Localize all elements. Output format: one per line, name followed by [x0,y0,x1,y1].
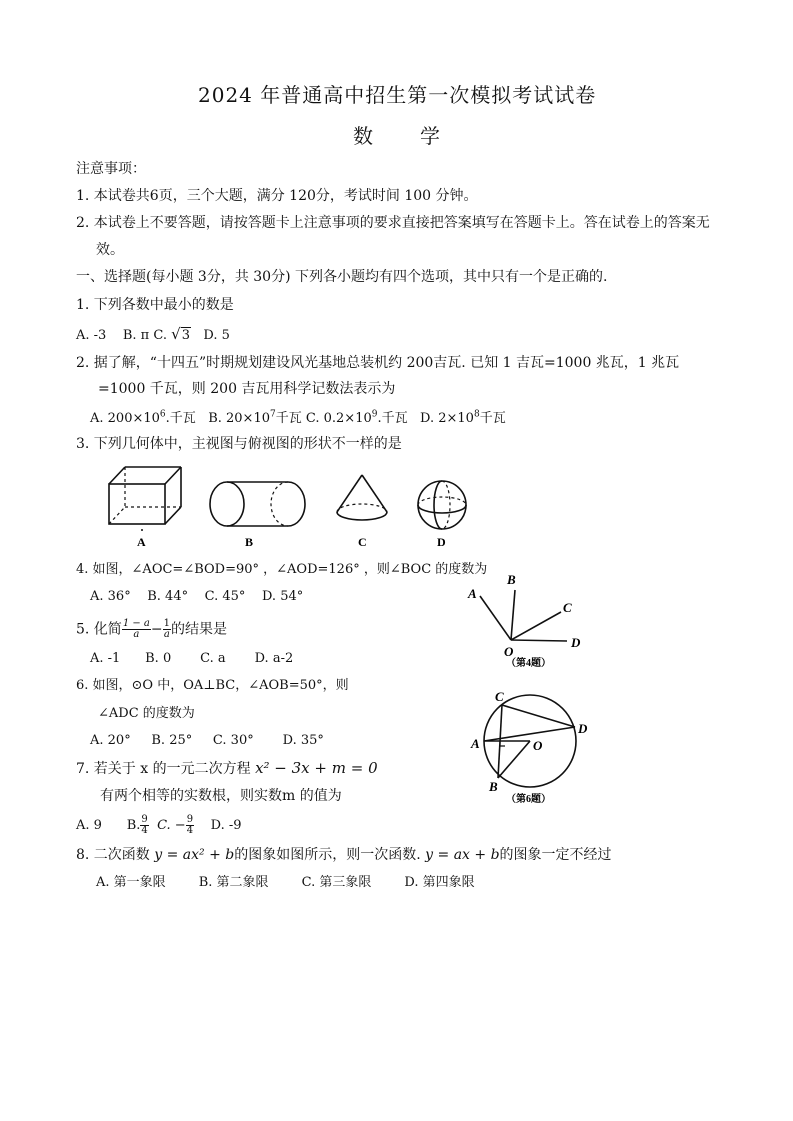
q1-option-d: D. 5 [203,328,230,343]
q6-point-a: A [471,736,480,751]
q6-option-c: C. 30° [212,733,254,748]
q3-stem: 3. 下列几何体中，主视图与俯视图的形状不一样的是 [76,436,402,452]
q6-option-a: A. 20° [90,733,131,748]
q2-option-c: C. $0.2\times 10^9$.千瓦 [305,410,408,427]
q7-option-b: B. $\frac{9}{4}$ [126,814,148,836]
q4-stem: 4. 如图，∠AOC=∠BOD=90° ，∠AOD=126° ，则∠BOC 的度数为 [76,562,488,577]
q2-stem-line2: =1000 千瓦，则 200 吉瓦用科学记数法表示为 [98,381,396,397]
note-item-2: 2. 本试卷上不要答题，请按答题卡上注意事项的要求直接把答案填写在答题卡上。答在试卷上的答案无 [76,215,710,231]
q4-point-d: D [571,635,581,650]
q7-equation: x² − 3x + m = 0 [255,759,378,777]
q4-point-b: B [507,572,516,587]
q5-option-d: D. a-2 [254,651,294,666]
q6-point-b: B [489,779,498,794]
q8-option-a: A. 第一象限 [96,875,166,890]
q6-option-d: D. 35° [282,733,324,748]
q2-stem-line1: 2. 据了解，“十四五”时期规划建设风光基地总装机约 200吉瓦. 已知 1 吉瓦=1000 兆瓦，1 兆瓦 [76,355,680,371]
q6-stem-line2: ∠ADC 的度数为 [98,706,195,721]
note-item-2-cont: 效。 [96,242,124,258]
q4-point-c: C [563,600,572,615]
q1-option-a: A. -3 [76,328,107,343]
q5-option-c: C. a [200,651,226,666]
q7-stem-line1: 7. 若关于 x 的一元二次方程 x² − 3x + m = 0 [76,759,378,777]
q7-stem-line2: 有两个相等的实数根，则实数m 的值为 [100,788,342,804]
q7-options [76,815,242,836]
section-heading: 一、选择题(每小题 3分，共 30分) 下列各小题均有四个选项，其中只有一个是正确的. [76,269,608,285]
q6-caption: （第6题） [506,794,551,805]
q4-point-o: O [504,644,514,659]
q3-label-a: A [137,535,146,549]
q7-option-c: C. − $\frac{9}{4}$ [157,814,194,836]
q4-option-b: B. 44° [147,589,189,604]
q7-option-a: A. 9 [76,818,102,833]
q5-fraction-2: $\frac{1}{a}$ [163,618,170,640]
q2-option-b: B. $20\times 10^7$千瓦 [208,410,302,427]
page-title: 2024 年普通高中招生第一次模拟考试试卷 [198,83,597,107]
q2-option-a: A. $200\times 10^6$.千瓦 [90,410,196,427]
q8-options [96,874,475,891]
q1-option-c-value: 3 [181,328,190,343]
notes-heading: 注意事项： [76,161,146,177]
q1-stem: 1. 下列各数中最小的数是 [76,297,234,313]
q5-option-a: A. -1 [90,651,121,666]
subject-char-1: 数 [353,124,373,148]
q2-option-d: D. $2\times 10^8$千瓦 [420,410,506,427]
q8-option-d: D. 第四象限 [404,875,475,890]
q8-option-c: C. 第三象限 [301,875,372,890]
q6-point-o: O [533,738,543,753]
note-item-1: 1. 本试卷共6页，三个大题，满分 120分，考试时间 100 分钟。 [76,188,478,204]
q4-option-d: D. 54° [261,589,304,604]
q3-label-d: D [437,535,446,549]
q3-label-b: B [245,535,254,549]
q4-option-c: C. 45° [204,589,246,604]
q7-option-d: D. -9 [210,818,242,833]
q8-function-2: y = ax + b [425,847,500,863]
q6-point-d: D [578,721,588,736]
subject-char-2: 学 [420,124,440,148]
q4-caption: （第4题） [506,658,551,669]
q4-point-a: A [468,586,477,601]
q5-stem: 5. 化简 $\frac{1 - a}{a}$ − $\frac{1}{a}$ 的结果是 [76,618,227,640]
q5-option-b: B. 0 [145,651,172,666]
q6-stem-line1: 6. 如图，⊙O 中，OA⊥BC，∠AOB=50°，则 [76,678,349,693]
q3-label-c: C [358,535,367,549]
q6-point-c: C [495,689,504,704]
q8-stem: 8. 二次函数 y = ax² + b的图象如图所示，则一次函数. y = ax + b的图象一定不经过 [76,847,612,863]
q1-option-b: B. π [122,328,150,343]
q6-option-b: B. 25° [151,733,193,748]
q5-fraction-1: $\frac{1 - a}{a}$ [122,618,150,640]
q4-option-a: A. 36° [90,589,131,604]
q1-option-c: C. [153,328,167,343]
sqrt-symbol: √ [171,325,181,343]
q8-option-b: B. 第二象限 [198,875,269,890]
q8-function-1: y = ax² + b [154,847,235,863]
